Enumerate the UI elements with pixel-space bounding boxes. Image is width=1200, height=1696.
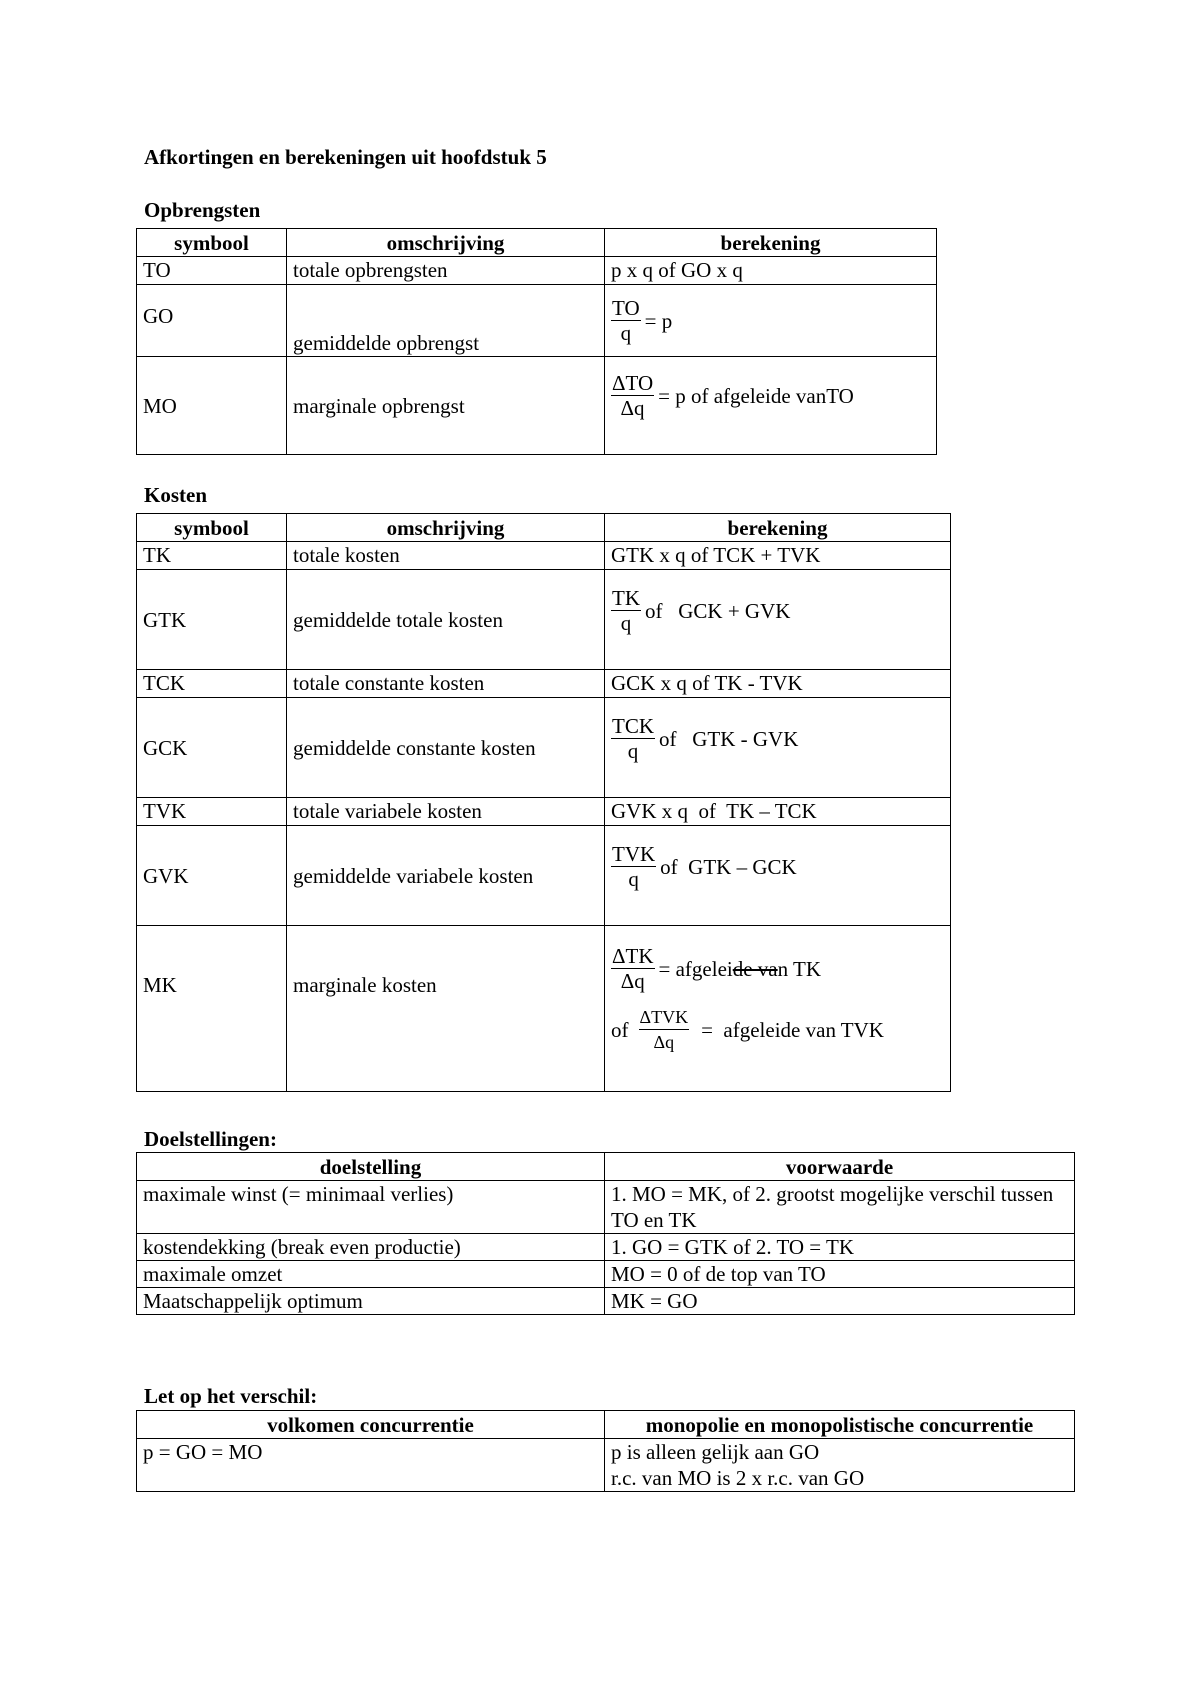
header-volkomen-concurrentie: volkomen concurrentie <box>137 1411 605 1439</box>
goal-cell: maximale winst (= minimaal verlies) <box>137 1181 605 1234</box>
table-row <box>137 698 951 798</box>
formula-rest-struck: de va <box>732 956 778 981</box>
condition-cell: MO = 0 of de top van TO <box>605 1261 1075 1288</box>
description-cell: gemiddelde totale kosten <box>287 570 605 670</box>
table-header-row <box>137 229 937 257</box>
fraction <box>611 586 641 635</box>
kosten-table <box>136 513 951 1092</box>
section-heading-verschil: Let op het verschil: <box>144 1384 318 1408</box>
header-symbool: symbool <box>137 229 287 257</box>
calculation-cell <box>605 357 937 455</box>
fraction-denominator: Δq <box>620 396 645 420</box>
verschil-table <box>136 1410 1075 1492</box>
description-cell: totale variabele kosten <box>287 798 605 826</box>
formula-line-2 <box>611 1005 944 1054</box>
fraction <box>611 714 655 763</box>
fraction-numerator: ΔTVK <box>639 1005 690 1030</box>
monopoly-line-2: r.c. van MO is 2 x r.c. van GO <box>611 1466 865 1490</box>
formula-rest: = p of afgeleide vanTO <box>658 383 854 408</box>
header-symbool: symbool <box>137 514 287 542</box>
table-row <box>137 670 951 698</box>
description-cell: totale opbrengsten <box>287 257 605 285</box>
monopoly-line-1: p is alleen gelijk aan GO <box>611 1440 820 1464</box>
table-header-row <box>137 1411 1075 1439</box>
table-row <box>137 926 951 1092</box>
header-berekening: berekening <box>605 229 937 257</box>
calculation-cell <box>605 570 951 670</box>
fraction-numerator: TO <box>612 296 640 320</box>
description-cell: gemiddelde constante kosten <box>287 698 605 798</box>
formula-line-1 <box>611 944 944 993</box>
formula-rest: = afgeleide van TVK <box>701 1017 884 1042</box>
table-row <box>137 357 937 455</box>
formula-rest-part: n TK <box>777 956 821 981</box>
calculation-cell: p x q of GO x q <box>605 257 937 285</box>
calculation-cell <box>605 926 951 1092</box>
header-omschrijving: omschrijving <box>287 514 605 542</box>
formula-rest-part: = afgelei <box>658 956 733 981</box>
fraction-denominator: q <box>620 611 632 635</box>
description-cell: marginale kosten <box>287 926 605 1092</box>
symbol-cell: TCK <box>137 670 287 698</box>
fraction-numerator: ΔTK <box>612 944 654 968</box>
calculation-cell <box>605 698 951 798</box>
opbrengsten-table <box>136 228 937 455</box>
formula-rest: of GTK - GVK <box>659 726 799 751</box>
table-row <box>137 257 937 285</box>
calculation-cell <box>605 285 937 357</box>
section-heading-doelstellingen: Doelstellingen: <box>144 1127 277 1151</box>
calculation-cell <box>605 826 951 926</box>
calculation-cell: GTK x q of TCK + TVK <box>605 542 951 570</box>
table-row <box>137 826 951 926</box>
fraction-denominator: Δq <box>653 1032 675 1052</box>
formula-rest <box>659 956 822 982</box>
fraction <box>611 371 654 420</box>
page-title: Afkortingen en berekeningen uit hoofdstuk 5 <box>144 145 547 169</box>
table-row <box>137 1181 1075 1234</box>
description-cell: marginale opbrengst <box>287 357 605 455</box>
goal-cell: Maatschappelijk optimum <box>137 1288 605 1315</box>
fraction-numerator: TCK <box>612 714 654 738</box>
description-cell: totale constante kosten <box>287 670 605 698</box>
symbol-cell: TVK <box>137 798 287 826</box>
table-row <box>137 798 951 826</box>
goal-cell: maximale omzet <box>137 1261 605 1288</box>
header-voorwaarde: voorwaarde <box>605 1153 1075 1181</box>
doelstellingen-table <box>136 1152 1075 1315</box>
symbol-cell: GTK <box>137 570 287 670</box>
symbol-cell: GO <box>137 285 287 357</box>
description-cell: gemiddelde opbrengst <box>287 285 605 357</box>
symbol-cell: TO <box>137 257 287 285</box>
monopoly-cell <box>605 1439 1075 1492</box>
table-row <box>137 285 937 357</box>
formula-of: of <box>611 1017 629 1042</box>
symbol-cell: MK <box>137 926 287 1092</box>
description-cell: totale kosten <box>287 542 605 570</box>
calculation-cell: GCK x q of TK - TVK <box>605 670 951 698</box>
symbol-cell: TK <box>137 542 287 570</box>
section-heading-kosten: Kosten <box>144 483 207 507</box>
table-row <box>137 1261 1075 1288</box>
fraction-denominator: q <box>620 321 632 345</box>
fraction <box>611 296 641 345</box>
fraction <box>639 1005 690 1054</box>
fraction <box>611 842 656 891</box>
perfect-competition-cell: p = GO = MO <box>137 1439 605 1492</box>
fraction-numerator: TK <box>612 586 640 610</box>
table-header-row <box>137 514 951 542</box>
header-doelstelling: doelstelling <box>137 1153 605 1181</box>
symbol-cell: MO <box>137 357 287 455</box>
table-row <box>137 1439 1075 1492</box>
fraction-numerator: TVK <box>612 842 656 866</box>
fraction <box>611 944 655 993</box>
header-omschrijving: omschrijving <box>287 229 605 257</box>
calculation-cell: GVK x q of TK – TCK <box>605 798 951 826</box>
condition-cell: 1. GO = GTK of 2. TO = TK <box>605 1234 1075 1261</box>
symbol-cell: GVK <box>137 826 287 926</box>
table-row <box>137 1234 1075 1261</box>
fraction-numerator: ΔTO <box>612 371 654 395</box>
table-header-row <box>137 1153 1075 1181</box>
goal-cell: kostendekking (break even productie) <box>137 1234 605 1261</box>
fraction-denominator: q <box>628 867 639 891</box>
formula-rest: = p <box>644 308 673 333</box>
fraction-denominator: q <box>627 739 639 763</box>
table-row <box>137 1288 1075 1315</box>
table-row <box>137 570 951 670</box>
table-row <box>137 542 951 570</box>
formula-rest: of GCK + GVK <box>645 598 791 623</box>
header-berekening: berekening <box>605 514 951 542</box>
section-heading-opbrengsten: Opbrengsten <box>144 198 261 222</box>
formula-rest: of GTK – GCK <box>660 854 797 879</box>
condition-cell: 1. MO = MK, of 2. grootst mogelijke verschil tussen TO en TK <box>605 1181 1075 1234</box>
description-cell: gemiddelde variabele kosten <box>287 826 605 926</box>
header-monopolie: monopolie en monopolistische concurrentie <box>605 1411 1075 1439</box>
condition-cell: MK = GO <box>605 1288 1075 1315</box>
fraction-denominator: Δq <box>620 969 645 993</box>
symbol-cell: GCK <box>137 698 287 798</box>
